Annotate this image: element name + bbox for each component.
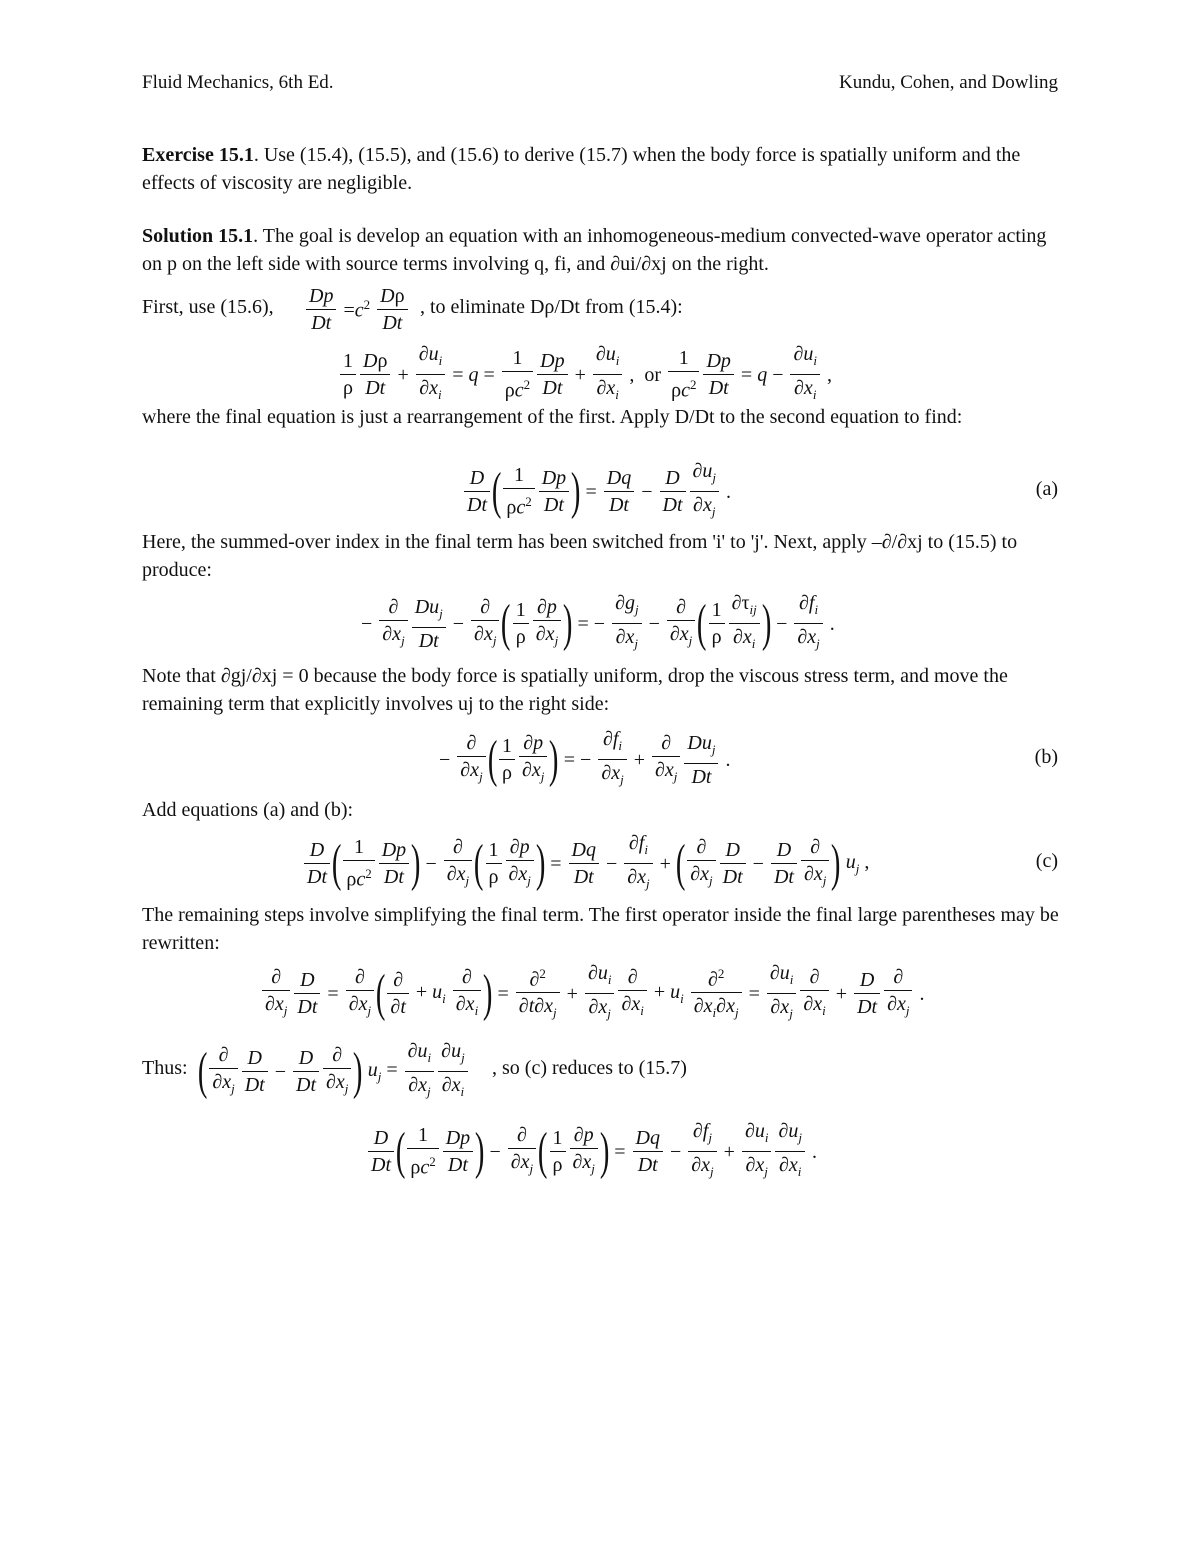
first-use-pre: First, use (15.6), (142, 296, 274, 318)
exercise-statement (142, 141, 1062, 197)
equation-b: − $\frac{\partial}{\partial x_j}$ ( $\frac{1}{\rho}$ $\frac{\partial p}{\partial x_j}$ ) = − $\frac{\partial f_i}{\partial x_j}$ + $\frac{\partial}{\partial x_j}$ $\frac{Du_j}{Dt}$ . (439, 728, 731, 788)
paragraph-add: Add equations (a) and (b): (142, 799, 354, 821)
equation-15-6: $\frac{Dp}{Dt}$ $=c^2$ $\frac{D\rho}{Dt}$ (304, 283, 410, 336)
exercise-label: Exercise 15.1 (142, 144, 254, 166)
solution-label: Solution 15.1 (142, 225, 254, 247)
equation-operator-row (142, 960, 1058, 1026)
equation-a-label: (a) (1035, 478, 1058, 500)
running-header-left: Fluid Mechanics, 6th Ed. (142, 72, 334, 93)
equation-c: $\frac{D}{Dt}$ ( $\frac{1}{\rho c^2}$ $\frac{Dp}{Dt}$ ) − $\frac{\partial}{\partial x_j}$ ( $\frac{1}{\rho}$ $\frac{\partial p}{\partial x_j}$ ) = $\frac{Dq}{Dt}$ − $\frac{\partial f_i}{\partial x_j}$ +( $\frac{\partial}{\partial x_j}$ $\frac{D}{Dt}$ − $\frac{D}{Dt}$ $\frac{\partial}{\partial x_j}$ ) $u_j$ , (302, 830, 874, 897)
thus-line (142, 1038, 1058, 1104)
paragraph-note: Note that ∂gj/∂xj = 0 because the body force is spatially uniform, drop the viscous stress term, and move the remaining term that explicitly involves uj to the right side: (142, 665, 1008, 715)
equation-momentum-row (142, 590, 1058, 656)
thus-label: Thus: (142, 1057, 188, 1079)
equation-operator-expansion: $\frac{\partial}{\partial x_j}$ $\frac{D}{Dt}$ = $\frac{\partial}{\partial x_j}$ ( $\frac{\partial}{\partial t}$ + $u_i$ $\frac{\partial}{\partial x_i}$ ) = $\frac{\partial^2}{\partial t\partial x_j}$ + $\frac{\partial u_i}{\partial x_j}$ $\frac{\partial}{\partial x_i}$ + $u_i$ $\frac{\partial^2}{\partial x_i\partial x_j}$ = $\frac{\partial u_i}{\partial x_j}$ $\frac{\partial}{\partial x_i}$ + $\frac{D}{Dt}$ $\frac{\partial}{\partial x_j}$ . (260, 960, 929, 1027)
equation-b-row (142, 726, 1058, 792)
equation-15-7: $\frac{D}{Dt}$ ( $\frac{1}{\rho c^2}$ $\frac{Dp}{Dt}$ ) − $\frac{\partial}{\partial x_j}$ ( $\frac{1}{\rho}$ $\frac{\partial p}{\partial x_j}$ ) = $\frac{Dq}{Dt}$ − $\frac{\partial f_j}{\partial x_j}$ + $\frac{\partial u_i}{\partial x_j}$ $\frac{\partial u_j}{\partial x_i}$ . (366, 1118, 822, 1185)
paragraph-remaining: The remaining steps involve simplifying the final term. The first operator inside the final large parentheses may be rewritten: (142, 904, 1059, 954)
thus-reduces: , so (c) reduces to (15.7) (492, 1057, 687, 1079)
paragraph-switched: Here, the summed-over index in the final term has been switched from 'i' to 'j'. Next, apply –∂/∂xj to (15.5) to produce: (142, 531, 1018, 581)
equation-15-7-row (142, 1118, 1058, 1184)
first-use-post: , to eliminate Dρ/Dt from (15.4): (420, 296, 683, 318)
solution-intro (142, 222, 1062, 278)
first-use-line (142, 283, 1058, 339)
equation-momentum-divergence: − $\frac{\partial}{\partial x_j}$ $\frac{Du_j}{Dt}$ − $\frac{\partial}{\partial x_j}$ ( $\frac{1}{\rho}$ $\frac{\partial p}{\partial x_j}$ ) = − $\frac{\partial g_j}{\partial x_j}$ − $\frac{\partial}{\partial x_j}$ ( $\frac{1}{\rho}$ $\frac{\partial\tau_{ij}}{\partial x_i}$ ) − $\frac{\partial f_i}{\partial x_j}$ . (361, 592, 835, 652)
equation-a: $\frac{D}{Dt}$ ( $\frac{1}{\rho c^2}$ $\frac{Dp}{Dt}$ ) = $\frac{Dq}{Dt}$ − $\frac{D}{Dt}$ $\frac{\partial u_j}{\partial x_j}$ . (462, 458, 736, 525)
running-header-right: Kundu, Cohen, and Dowling (838, 72, 1058, 93)
equation-continuity: $\frac{1}{\rho}$ $\frac{D\rho}{Dt}$ + $\frac{\partial u_i}{\partial x_i}$ = q = $\frac{1}{\rho c^2}$ $\frac{Dp}{Dt}$ + $\frac{\partial u_i}{\partial x_i}$ , or $\frac{1}{\rho c^2}$ $\frac{Dp}{Dt}$ = q − $\frac{\partial u_i}{\partial x_i}$ , (338, 341, 837, 408)
equation-thus: ( $\frac{\partial}{\partial x_j}$ $\frac{D}{Dt}$ − $\frac{D}{Dt}$ $\frac{\partial}{\partial x_j}$ ) $u_j$ = $\frac{\partial u_i}{\partial x_j}$ $\frac{\partial u_j}{\partial x_i}$ (198, 1038, 470, 1105)
equation-c-row (142, 830, 1058, 896)
equation-b-label: (b) (1034, 746, 1058, 768)
equation-continuity-row (142, 341, 1058, 401)
equation-a-row (142, 458, 1058, 524)
paragraph-rearrangement: where the final equation is just a rearrangement of the first. Apply D/Dt to the second equation to find: (142, 406, 963, 428)
exercise-text: . Use (15.4), (15.5), and (15.6) to derive (15.7) when the body force is spatially uniform and the effects of viscosity are negligible. (142, 144, 1021, 194)
equation-c-label: (c) (1035, 850, 1058, 872)
solution-text: . The goal is develop an equation with an inhomogeneous-medium convected-wave operator acting on p on the left side with source terms involving q, fi, and ∂ui/∂xj on the right. (142, 225, 1047, 275)
